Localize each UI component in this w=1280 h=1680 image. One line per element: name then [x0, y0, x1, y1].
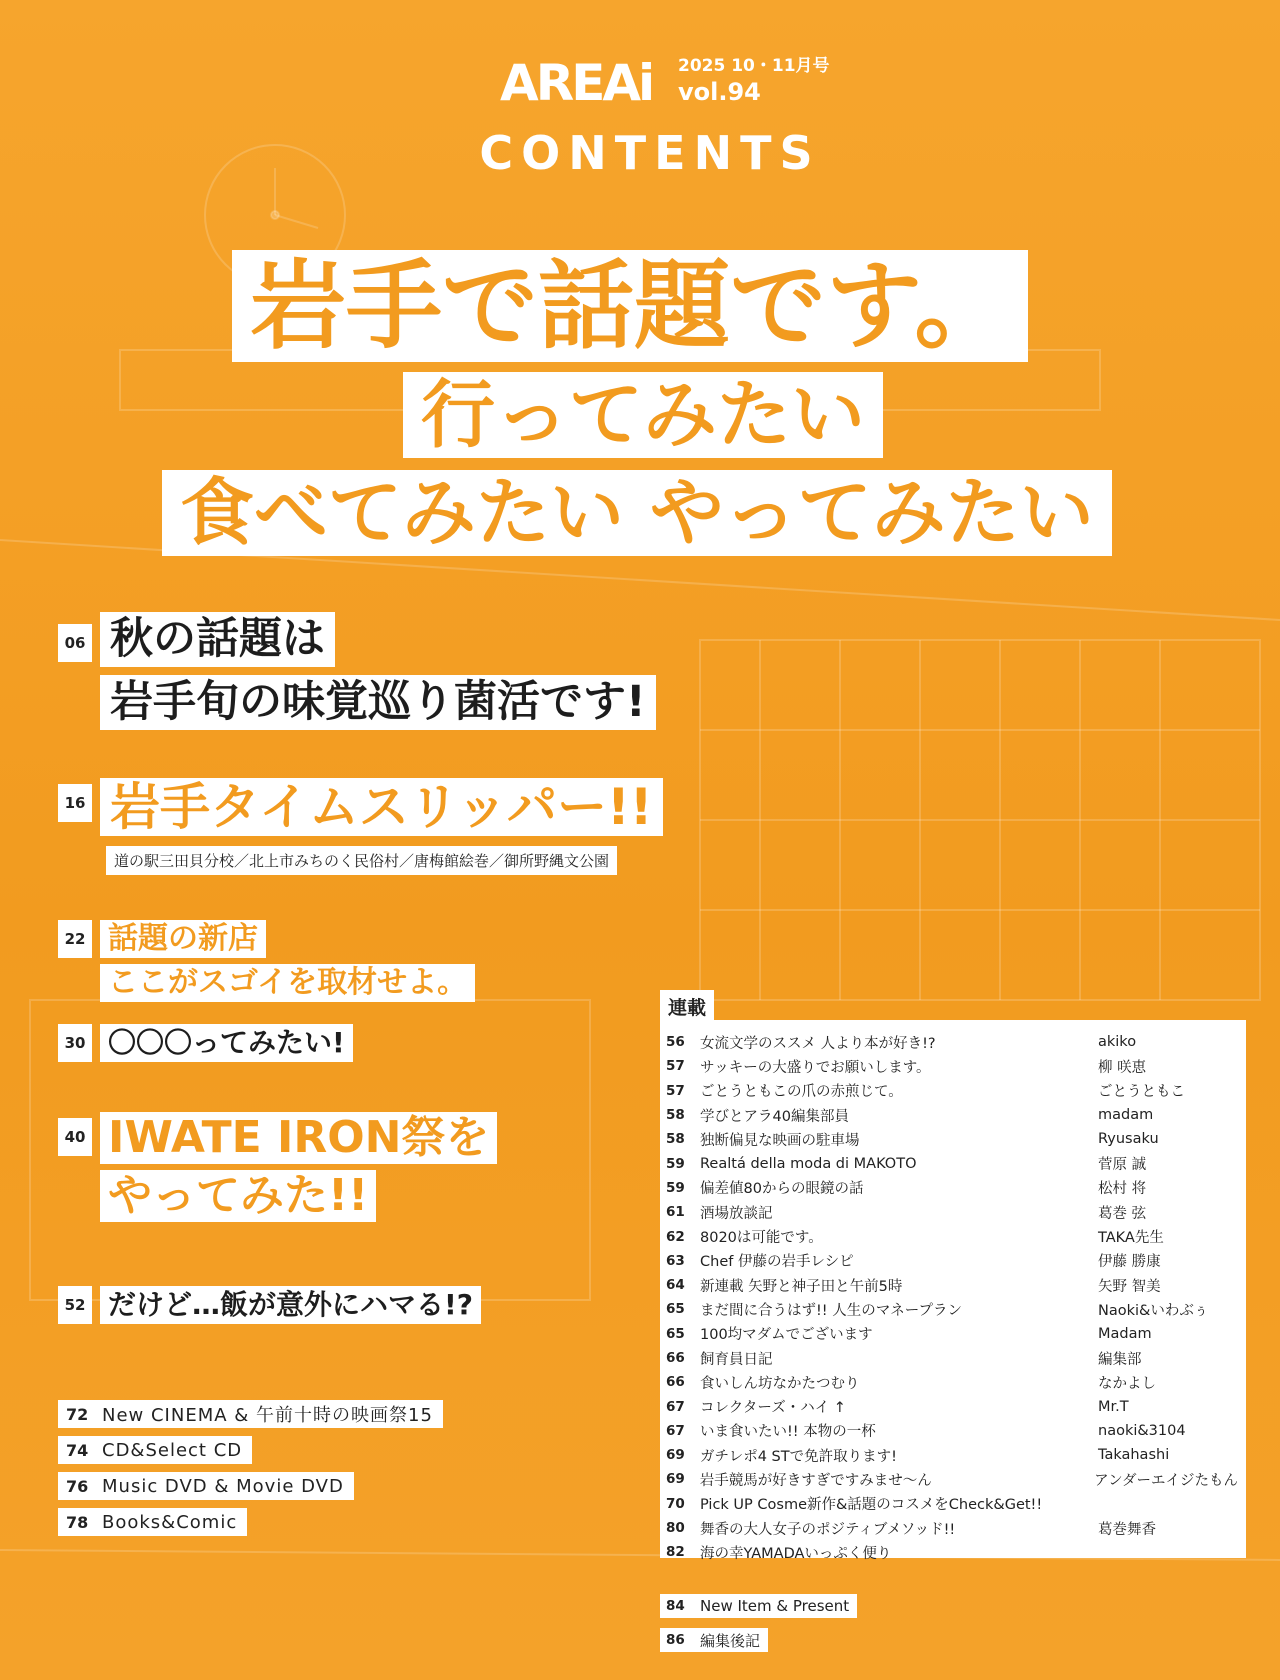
serial-author: ごとうともこ — [1098, 1084, 1185, 1101]
feature-title: IWATE IRON祭を — [100, 1112, 497, 1164]
serial-item[interactable] — [666, 1273, 1238, 1297]
feature-40[interactable] — [58, 1112, 497, 1222]
serial-author: アンダーエイジたもん — [1094, 1472, 1238, 1489]
serial-author: 伊藤 勝康 — [1098, 1254, 1161, 1271]
page-number: 66 — [666, 1350, 685, 1366]
serial-title: Realtá della moda di MAKOTO — [700, 1155, 917, 1172]
serial-author: akiko — [1098, 1034, 1137, 1051]
serial-title: 女流文学のススメ 人より本が好き!? — [700, 1035, 936, 1052]
serial-item[interactable] — [666, 1030, 1238, 1054]
page-number: 56 — [666, 1034, 685, 1051]
page-number: 72 — [66, 1404, 89, 1424]
serial-title: 舞香の大人女子のポジティブメソッド!! — [700, 1521, 956, 1538]
serial-author: naoki&3104 — [1098, 1422, 1186, 1439]
serial-title: Chef 伊藤の岩手レシピ — [700, 1254, 854, 1271]
contents-title: CONTENTS — [479, 126, 821, 180]
feature-title: ここがスゴイを取材せよ。 — [100, 964, 475, 1002]
page-number: 69 — [666, 1471, 685, 1488]
hero-line-2: 行ってみたい — [403, 372, 883, 458]
magazine-logo: AREAi — [500, 54, 653, 112]
page-number: 69 — [666, 1447, 685, 1464]
serial-item[interactable] — [666, 1200, 1238, 1224]
serial-title: ごとうともこの爪の赤煎じて。 — [700, 1084, 903, 1101]
serial-title: 飼育員日記 — [700, 1351, 773, 1368]
issue-date: 2025 10・11月号 — [678, 56, 830, 76]
serial-title: 学びとアラ40編集部員 — [700, 1108, 849, 1125]
serial-item[interactable] — [666, 1322, 1238, 1346]
serial-author: Madam — [1098, 1325, 1152, 1342]
serial-title: いま食いたい!! 本物の一杯 — [700, 1424, 876, 1441]
page-number: 59 — [666, 1179, 685, 1196]
page-number: 61 — [666, 1204, 685, 1221]
page-number: 64 — [666, 1277, 685, 1294]
serial-author: 菅原 誠 — [1098, 1157, 1147, 1174]
serial-item[interactable] — [666, 1151, 1238, 1175]
feature-16[interactable] — [58, 778, 663, 836]
page-number: 78 — [66, 1512, 89, 1532]
feature-06[interactable] — [58, 612, 656, 730]
serial-author: TAKA先生 — [1098, 1230, 1164, 1247]
misc-item-76[interactable] — [58, 1472, 354, 1500]
serial-author: Ryusaku — [1098, 1131, 1159, 1148]
page-number: 67 — [666, 1398, 685, 1415]
misc-item-78[interactable] — [58, 1508, 247, 1536]
serial-item[interactable] — [666, 1224, 1238, 1248]
page-number: 82 — [666, 1544, 685, 1561]
serial-author: Mr.T — [1098, 1398, 1129, 1415]
serial-title: 新連載 矢野と神子田と午前5時 — [700, 1278, 903, 1295]
serial-title: Pick UP Cosme新作&話題のコスメをCheck&Get!! — [700, 1497, 1043, 1514]
page-number: 70 — [666, 1495, 685, 1512]
end-item-86[interactable] — [660, 1628, 768, 1652]
misc-title: Music DVD & Movie DVD — [102, 1475, 344, 1497]
serial-item[interactable] — [666, 1346, 1238, 1370]
serial-list — [660, 1020, 1246, 1562]
serial-item[interactable] — [666, 1394, 1238, 1418]
page-number: 76 — [66, 1476, 89, 1496]
serial-author: Takahashi — [1098, 1447, 1170, 1464]
serial-item[interactable] — [666, 1079, 1238, 1103]
serial-title: 酒場放談記 — [700, 1205, 773, 1222]
end-item-title: New Item & Present — [700, 1597, 850, 1615]
page-number: 66 — [666, 1374, 685, 1391]
serial-title: 独断偏見な映画の駐車場 — [700, 1132, 860, 1149]
serial-item[interactable] — [666, 1103, 1238, 1127]
serial-author: 矢野 智美 — [1098, 1278, 1161, 1295]
end-item-title: 編集後記 — [700, 1631, 761, 1650]
serial-title: 偏差値80からの眼鏡の話 — [700, 1181, 864, 1198]
misc-title: Books&Comic — [102, 1511, 238, 1533]
serial-author: 葛巻 弦 — [1098, 1205, 1147, 1222]
serial-item[interactable] — [666, 1419, 1238, 1443]
serial-title: 100均マダムでございます — [700, 1327, 873, 1344]
serial-title: コレクターズ・ハイ ↑ — [700, 1400, 846, 1417]
hero-line-3: 食べてみたい やってみたい — [162, 470, 1112, 556]
serial-item[interactable] — [666, 1127, 1238, 1151]
feature-title: 岩手タイムスリッパー!! — [100, 778, 663, 836]
serial-item[interactable] — [666, 1370, 1238, 1394]
serial-item[interactable] — [666, 1516, 1238, 1540]
end-item-84[interactable] — [660, 1594, 857, 1618]
serial-item[interactable] — [666, 1249, 1238, 1273]
page-number: 84 — [666, 1598, 685, 1614]
serial-label: 連載 — [660, 990, 714, 1023]
serial-title: サッキーの大盛りでお願いします。 — [700, 1059, 931, 1076]
page-number: 06 — [58, 624, 92, 662]
serial-item[interactable] — [666, 1297, 1238, 1321]
feature-52[interactable] — [58, 1286, 481, 1324]
hero-line-1: 岩手で話題です。 — [232, 250, 1028, 362]
serial-title: ガチレポ4 STで免許取ります! — [700, 1448, 897, 1465]
feature-title: だけど…飯が意外にハマる!? — [100, 1286, 481, 1324]
serial-title: 食いしん坊なかたつむり — [700, 1375, 860, 1392]
misc-item-72[interactable] — [58, 1400, 443, 1428]
page-number: 16 — [58, 784, 92, 822]
page-number: 59 — [666, 1155, 685, 1172]
page-number: 65 — [666, 1301, 685, 1318]
feature-title: 秋の話題は — [100, 612, 335, 667]
serial-item[interactable] — [666, 1492, 1238, 1516]
serial-author: 松村 将 — [1098, 1181, 1147, 1198]
serial-item[interactable] — [666, 1176, 1238, 1200]
page-number: 80 — [666, 1520, 685, 1537]
page-number: 62 — [666, 1228, 685, 1245]
page-number: 22 — [58, 920, 92, 958]
page-number: 86 — [666, 1632, 685, 1648]
serial-title: 海の幸YAMADAいっぷく便り — [700, 1545, 892, 1562]
page-number: 40 — [58, 1118, 92, 1156]
serial-author: Naoki&いわぶぅ — [1098, 1302, 1209, 1319]
misc-item-74[interactable] — [58, 1436, 252, 1464]
serial-item[interactable] — [666, 1443, 1238, 1467]
page-number: 65 — [666, 1325, 685, 1342]
page-number: 74 — [66, 1440, 89, 1460]
page-number: 67 — [666, 1422, 685, 1439]
page-number: 58 — [666, 1107, 685, 1124]
feature-22[interactable] — [58, 920, 475, 1002]
serial-author: 編集部 — [1098, 1351, 1142, 1368]
page-number: 58 — [666, 1131, 685, 1148]
feature-30[interactable] — [58, 1024, 353, 1062]
feature-title: やってみた!! — [100, 1170, 376, 1222]
serial-item[interactable] — [666, 1467, 1238, 1491]
misc-title: CD&Select CD — [102, 1439, 243, 1461]
serial-author: 葛巻舞香 — [1098, 1521, 1156, 1538]
serial-title: まだ間に合うはず!! 人生のマネープラン — [700, 1302, 963, 1319]
serial-author: なかよし — [1098, 1375, 1156, 1392]
page-number: 30 — [58, 1024, 92, 1062]
volume-number: vol.94 — [678, 78, 761, 106]
misc-title: New CINEMA & 午前十時の映画祭15 — [102, 1405, 433, 1426]
page-number: 63 — [666, 1252, 685, 1269]
serial-item[interactable] — [666, 1540, 1238, 1564]
page-number: 57 — [666, 1058, 685, 1075]
serial-author: madam — [1098, 1107, 1154, 1124]
serial-title: 岩手競馬が好きすぎですみませ〜ん — [699, 1472, 932, 1489]
feature-title: 話題の新店 — [100, 920, 266, 958]
serial-item[interactable] — [666, 1054, 1238, 1078]
feature-title: 〇〇〇ってみたい! — [100, 1024, 353, 1062]
page-number: 52 — [58, 1286, 92, 1324]
serial-author: 柳 咲恵 — [1098, 1059, 1147, 1076]
page-number: 57 — [666, 1082, 685, 1099]
feature-title: 岩手旬の味覚巡り菌活です! — [100, 675, 656, 730]
serial-title: 8020は可能です。 — [700, 1230, 823, 1247]
feature-subtitle: 道の駅三田貝分校／北上市みちのく民俗村／唐梅館絵巻／御所野縄文公園 — [106, 846, 617, 875]
